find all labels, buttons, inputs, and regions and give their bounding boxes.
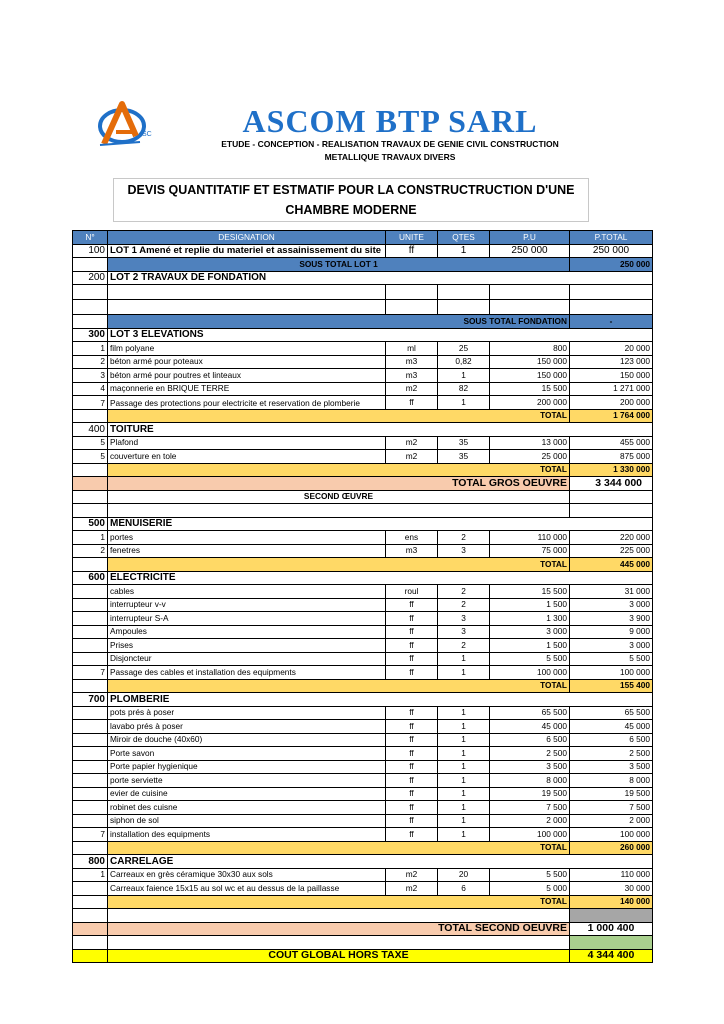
title-line-2: CHAMBRE MODERNE bbox=[285, 203, 417, 217]
row-unite: m3 bbox=[386, 544, 438, 558]
row-qte: 3 bbox=[438, 625, 490, 639]
row-pu: 13 000 bbox=[490, 436, 570, 450]
row-qte: 1 bbox=[438, 652, 490, 666]
header-ptotal: P.TOTAL bbox=[570, 231, 653, 245]
row-qte: 1 bbox=[438, 706, 490, 720]
row-designation: interrupteur v-v bbox=[108, 598, 386, 612]
row-qte: 1 bbox=[438, 760, 490, 774]
row-unite: ff bbox=[386, 828, 438, 842]
table-row bbox=[73, 625, 653, 639]
row-unite: ff bbox=[386, 720, 438, 734]
row-unite: ff bbox=[386, 814, 438, 828]
row-num bbox=[73, 733, 108, 747]
total-row bbox=[73, 463, 653, 477]
row-pu: 19 500 bbox=[490, 787, 570, 801]
row-unite: ff bbox=[386, 598, 438, 612]
row-designation: robinet des cuisne bbox=[108, 801, 386, 815]
row-total: 100 000 bbox=[570, 666, 653, 680]
tagline-line-2: METALLIQUE TRAVAUX DIVERS bbox=[324, 152, 456, 162]
lot-heading-row bbox=[73, 423, 653, 437]
row-designation: couverture en tole bbox=[108, 450, 386, 464]
cell-empty bbox=[73, 679, 108, 693]
row-designation: Porte savon bbox=[108, 747, 386, 761]
row-designation: portes bbox=[108, 531, 386, 545]
table-row bbox=[73, 342, 653, 356]
row-total: 2 000 bbox=[570, 814, 653, 828]
header-unite: UNITE bbox=[386, 231, 438, 245]
lot-heading-row bbox=[73, 271, 653, 285]
row-qte: 0,82 bbox=[438, 355, 490, 369]
row-qte: 82 bbox=[438, 382, 490, 396]
row-designation: film polyane bbox=[108, 342, 386, 356]
row-num bbox=[73, 639, 108, 653]
logo-text: SC bbox=[142, 131, 152, 138]
row-pu: 110 000 bbox=[490, 531, 570, 545]
row-pu: 150 000 bbox=[490, 369, 570, 383]
table-row bbox=[73, 612, 653, 626]
row-designation: lavabo prés à poser bbox=[108, 720, 386, 734]
row-unite: roul bbox=[386, 585, 438, 599]
row-unite: ff bbox=[386, 747, 438, 761]
second-oeuvre-value: 1 000 400 bbox=[570, 922, 653, 936]
gros-oeuvre-label: TOTAL GROS OEUVRE bbox=[108, 477, 570, 491]
row-total: 110 000 bbox=[570, 868, 653, 882]
row-pu: 800 bbox=[490, 342, 570, 356]
row-pu: 1 500 bbox=[490, 598, 570, 612]
row-qte: 35 bbox=[438, 436, 490, 450]
total-value: 140 000 bbox=[570, 895, 653, 909]
row-num: 5 bbox=[73, 450, 108, 464]
row-unite: ff bbox=[386, 801, 438, 815]
lot-heading-row bbox=[73, 517, 653, 531]
row-unite: m3 bbox=[386, 355, 438, 369]
row-designation: installation des equipments bbox=[108, 828, 386, 842]
second-oeuvre-row bbox=[73, 922, 653, 936]
row-qte: 1 bbox=[438, 244, 490, 258]
row-designation: Prises bbox=[108, 639, 386, 653]
total-label: TOTAL bbox=[108, 558, 570, 572]
company-tagline bbox=[200, 138, 580, 164]
row-unite: ff bbox=[386, 787, 438, 801]
row-pu: 3 500 bbox=[490, 760, 570, 774]
row-designation: maçonnerie en BRIQUE TERRE bbox=[108, 382, 386, 396]
total-value: 155 400 bbox=[570, 679, 653, 693]
row-total: 9 000 bbox=[570, 625, 653, 639]
total-label: TOTAL bbox=[108, 841, 570, 855]
table-header bbox=[73, 231, 653, 245]
row-designation: Disjoncteur bbox=[108, 652, 386, 666]
table-row bbox=[73, 666, 653, 680]
table-row bbox=[73, 598, 653, 612]
cell-empty bbox=[73, 409, 108, 423]
row-pu: 2 000 bbox=[490, 814, 570, 828]
lot-title: ELECTRICITE bbox=[108, 571, 653, 585]
row-pu: 15 500 bbox=[490, 382, 570, 396]
row-qte: 1 bbox=[438, 369, 490, 383]
row-qte: 1 bbox=[438, 787, 490, 801]
lot-heading-row bbox=[73, 693, 653, 707]
row-num bbox=[73, 814, 108, 828]
row-qte: 3 bbox=[438, 544, 490, 558]
row-num: 1 bbox=[73, 868, 108, 882]
row-total: 19 500 bbox=[570, 787, 653, 801]
table-row bbox=[73, 244, 653, 258]
lot-heading-row bbox=[73, 571, 653, 585]
cell-empty bbox=[73, 895, 108, 909]
row-total: 3 900 bbox=[570, 612, 653, 626]
row-unite: ff bbox=[386, 625, 438, 639]
row-total: 6 500 bbox=[570, 733, 653, 747]
row-unite: ff bbox=[386, 733, 438, 747]
total-value: 260 000 bbox=[570, 841, 653, 855]
row-num bbox=[73, 787, 108, 801]
total-row bbox=[73, 895, 653, 909]
row-designation: siphon de sol bbox=[108, 814, 386, 828]
row-pu: 5 500 bbox=[490, 652, 570, 666]
row-pu: 15 500 bbox=[490, 585, 570, 599]
header-qtes: QTES bbox=[438, 231, 490, 245]
table-row bbox=[73, 436, 653, 450]
empty-row bbox=[73, 300, 653, 315]
total-row bbox=[73, 679, 653, 693]
second-oeuvre-heading: SECOND ŒUVRE bbox=[108, 490, 570, 504]
row-qte: 1 bbox=[438, 666, 490, 680]
empty-row bbox=[73, 504, 653, 518]
row-designation: porte serviette bbox=[108, 774, 386, 788]
lot-title: TOITURE bbox=[108, 423, 653, 437]
row-total: 123 000 bbox=[570, 355, 653, 369]
row-num: 5 bbox=[73, 436, 108, 450]
row-designation: Carreaux faience 15x15 au sol wc et au dessus de la paillasse bbox=[108, 882, 386, 896]
row-total: 20 000 bbox=[570, 342, 653, 356]
row-pu: 3 000 bbox=[490, 625, 570, 639]
row-designation: Miroir de douche (40x60) bbox=[108, 733, 386, 747]
row-designation: evier de cuisine bbox=[108, 787, 386, 801]
cell-empty bbox=[73, 841, 108, 855]
row-unite: m2 bbox=[386, 882, 438, 896]
row-unite: m2 bbox=[386, 868, 438, 882]
header-designation: DESIGNATION bbox=[108, 231, 386, 245]
second-oeuvre-label: TOTAL SECOND OEUVRE bbox=[108, 922, 570, 936]
row-unite: m2 bbox=[386, 436, 438, 450]
cell-empty bbox=[73, 463, 108, 477]
cell-empty bbox=[73, 477, 108, 491]
row-num bbox=[73, 882, 108, 896]
row-designation: interrupteur S-A bbox=[108, 612, 386, 626]
row-num: 2 bbox=[73, 355, 108, 369]
row-num bbox=[73, 747, 108, 761]
table-row bbox=[73, 733, 653, 747]
row-pu: 2 500 bbox=[490, 747, 570, 761]
row-num bbox=[73, 585, 108, 599]
row-qte: 35 bbox=[438, 450, 490, 464]
row-designation: pots prés à poser bbox=[108, 706, 386, 720]
table-row bbox=[73, 355, 653, 369]
row-pu: 250 000 bbox=[490, 244, 570, 258]
row-qte: 25 bbox=[438, 342, 490, 356]
row-unite: ff bbox=[386, 244, 438, 258]
row-total: 150 000 bbox=[570, 369, 653, 383]
row-qte: 1 bbox=[438, 828, 490, 842]
row-num bbox=[73, 652, 108, 666]
cell-empty bbox=[73, 949, 108, 963]
row-qte: 1 bbox=[438, 774, 490, 788]
lot-heading-row bbox=[73, 855, 653, 869]
global-total-row bbox=[73, 949, 653, 963]
subtotal-value: 250 000 bbox=[570, 258, 653, 272]
row-pu: 5 500 bbox=[490, 868, 570, 882]
gros-oeuvre-row bbox=[73, 477, 653, 491]
row-total: 220 000 bbox=[570, 531, 653, 545]
row-qte: 20 bbox=[438, 868, 490, 882]
total-label: TOTAL bbox=[108, 679, 570, 693]
document-title bbox=[113, 178, 589, 222]
row-num bbox=[73, 612, 108, 626]
row-qte: 1 bbox=[438, 396, 490, 410]
row-designation: Carreaux en grès céramique 30x30 aux sols bbox=[108, 868, 386, 882]
gros-oeuvre-value: 3 344 000 bbox=[570, 477, 653, 491]
table-row bbox=[73, 450, 653, 464]
empty-row bbox=[73, 909, 653, 923]
row-qte: 3 bbox=[438, 612, 490, 626]
lot-title: PLOMBERIE bbox=[108, 693, 653, 707]
row-qte: 6 bbox=[438, 882, 490, 896]
table-row bbox=[73, 531, 653, 545]
row-num bbox=[73, 706, 108, 720]
section-heading-row bbox=[73, 490, 653, 504]
subtotal-label: SOUS TOTAL LOT 1 bbox=[108, 258, 570, 272]
header-pu: P.U bbox=[490, 231, 570, 245]
row-total: 3 000 bbox=[570, 639, 653, 653]
company-name: ASCOM BTP SARL bbox=[242, 103, 538, 139]
row-pu: 75 000 bbox=[490, 544, 570, 558]
cell-empty bbox=[73, 922, 108, 936]
row-designation: Passage des cables et installation des equipments bbox=[108, 666, 386, 680]
total-row bbox=[73, 558, 653, 572]
company-logo bbox=[96, 96, 158, 148]
row-total: 1 271 000 bbox=[570, 382, 653, 396]
table-row bbox=[73, 760, 653, 774]
row-pu: 25 000 bbox=[490, 450, 570, 464]
row-unite: m3 bbox=[386, 369, 438, 383]
row-num bbox=[73, 598, 108, 612]
lot-num: 400 bbox=[73, 423, 108, 437]
row-unite: ff bbox=[386, 612, 438, 626]
total-label: TOTAL bbox=[108, 895, 570, 909]
subtotal-row bbox=[73, 315, 653, 329]
row-num: 7 bbox=[73, 828, 108, 842]
table-row bbox=[73, 882, 653, 896]
row-unite: ff bbox=[386, 760, 438, 774]
row-unite: ff bbox=[386, 639, 438, 653]
row-total: 45 000 bbox=[570, 720, 653, 734]
row-unite: ff bbox=[386, 652, 438, 666]
row-num: 1 bbox=[73, 342, 108, 356]
row-total: 225 000 bbox=[570, 544, 653, 558]
table-row bbox=[73, 814, 653, 828]
cell-empty bbox=[73, 490, 108, 504]
row-pu: 200 000 bbox=[490, 396, 570, 410]
title-line-1: DEVIS QUANTITATIF ET ESTMATIF POUR LA CONSTRUCTRUCTION D'UNE bbox=[127, 183, 575, 197]
lot-num: 700 bbox=[73, 693, 108, 707]
lot-title: LOT 2 TRAVAUX DE FONDATION bbox=[108, 271, 653, 285]
row-num: 4 bbox=[73, 382, 108, 396]
table-row bbox=[73, 720, 653, 734]
row-total: 31 000 bbox=[570, 585, 653, 599]
cell-empty bbox=[73, 315, 108, 329]
row-total: 5 500 bbox=[570, 652, 653, 666]
row-unite: ff bbox=[386, 666, 438, 680]
row-pu: 8 000 bbox=[490, 774, 570, 788]
table-row bbox=[73, 639, 653, 653]
row-total: 3 500 bbox=[570, 760, 653, 774]
tagline-line-1: ETUDE - CONCEPTION - REALISATION TRAVAUX DE GENIE CIVIL CONSTRUCTION bbox=[221, 139, 559, 149]
row-num: 7 bbox=[73, 666, 108, 680]
row-pu: 150 000 bbox=[490, 355, 570, 369]
row-num: 1 bbox=[73, 531, 108, 545]
subtotal-value: - bbox=[570, 315, 653, 329]
row-unite: ff bbox=[386, 774, 438, 788]
table-row bbox=[73, 774, 653, 788]
row-total: 8 000 bbox=[570, 774, 653, 788]
row-pu: 7 500 bbox=[490, 801, 570, 815]
row-num bbox=[73, 720, 108, 734]
row-designation: béton armé pour poteaux bbox=[108, 355, 386, 369]
cell-empty bbox=[73, 258, 108, 272]
row-total: 250 000 bbox=[570, 244, 653, 258]
row-pu: 5 000 bbox=[490, 882, 570, 896]
total-row bbox=[73, 409, 653, 423]
row-pu: 6 500 bbox=[490, 733, 570, 747]
row-total: 65 500 bbox=[570, 706, 653, 720]
row-designation: Passage des protections pour electricite et reservation de plomberie bbox=[108, 396, 386, 410]
row-total: 30 000 bbox=[570, 882, 653, 896]
header-num: N° bbox=[73, 231, 108, 245]
row-num: 7 bbox=[73, 396, 108, 410]
quote-table bbox=[72, 230, 653, 963]
row-unite: ens bbox=[386, 531, 438, 545]
row-designation: LOT 1 Amené et replie du materiel et assainissement du site bbox=[108, 244, 386, 258]
row-pu: 65 500 bbox=[490, 706, 570, 720]
table-row bbox=[73, 868, 653, 882]
row-unite: m2 bbox=[386, 450, 438, 464]
row-qte: 2 bbox=[438, 585, 490, 599]
row-designation: Plafond bbox=[108, 436, 386, 450]
row-designation: Porte papier hygienique bbox=[108, 760, 386, 774]
subtotal-label: SOUS TOTAL FONDATION bbox=[108, 315, 570, 329]
table-row bbox=[73, 544, 653, 558]
row-unite: ff bbox=[386, 396, 438, 410]
global-total-label: COUT GLOBAL HORS TAXE bbox=[108, 949, 570, 963]
lot-heading-row bbox=[73, 328, 653, 342]
table-row bbox=[73, 828, 653, 842]
row-unite: ml bbox=[386, 342, 438, 356]
row-num bbox=[73, 774, 108, 788]
row-num bbox=[73, 625, 108, 639]
table-row bbox=[73, 369, 653, 383]
row-num bbox=[73, 801, 108, 815]
row-total: 7 500 bbox=[570, 801, 653, 815]
table-row bbox=[73, 652, 653, 666]
row-designation: cables bbox=[108, 585, 386, 599]
row-unite: m2 bbox=[386, 382, 438, 396]
row-total: 455 000 bbox=[570, 436, 653, 450]
row-qte: 1 bbox=[438, 814, 490, 828]
row-qte: 2 bbox=[438, 598, 490, 612]
row-designation: Ampoules bbox=[108, 625, 386, 639]
row-qte: 2 bbox=[438, 531, 490, 545]
row-designation: béton armé pour poutres et linteaux bbox=[108, 369, 386, 383]
row-total: 875 000 bbox=[570, 450, 653, 464]
row-pu: 100 000 bbox=[490, 828, 570, 842]
empty-row bbox=[73, 285, 653, 300]
cell-empty bbox=[73, 558, 108, 572]
lot-num: 600 bbox=[73, 571, 108, 585]
row-total: 3 000 bbox=[570, 598, 653, 612]
table-row bbox=[73, 396, 653, 410]
table-row bbox=[73, 382, 653, 396]
lot-num: 200 bbox=[73, 271, 108, 285]
table-row bbox=[73, 706, 653, 720]
lot-num: 300 bbox=[73, 328, 108, 342]
row-num: 100 bbox=[73, 244, 108, 258]
global-total-value: 4 344 400 bbox=[570, 949, 653, 963]
row-qte: 1 bbox=[438, 720, 490, 734]
row-qte: 1 bbox=[438, 801, 490, 815]
table-row bbox=[73, 787, 653, 801]
row-designation: fenetres bbox=[108, 544, 386, 558]
row-num: 2 bbox=[73, 544, 108, 558]
lot-num: 800 bbox=[73, 855, 108, 869]
row-qte: 1 bbox=[438, 747, 490, 761]
row-num: 3 bbox=[73, 369, 108, 383]
subtotal-row bbox=[73, 258, 653, 272]
row-qte: 2 bbox=[438, 639, 490, 653]
total-value: 1 764 000 bbox=[570, 409, 653, 423]
table-row bbox=[73, 801, 653, 815]
total-value: 445 000 bbox=[570, 558, 653, 572]
total-label: TOTAL bbox=[108, 463, 570, 477]
total-value: 1 330 000 bbox=[570, 463, 653, 477]
row-num bbox=[73, 760, 108, 774]
row-total: 2 500 bbox=[570, 747, 653, 761]
row-pu: 1 300 bbox=[490, 612, 570, 626]
row-total: 200 000 bbox=[570, 396, 653, 410]
cell-empty bbox=[570, 490, 653, 504]
table-row bbox=[73, 585, 653, 599]
row-pu: 100 000 bbox=[490, 666, 570, 680]
lot-title: LOT 3 ELEVATIONS bbox=[108, 328, 653, 342]
row-qte: 1 bbox=[438, 733, 490, 747]
row-pu: 45 000 bbox=[490, 720, 570, 734]
empty-row bbox=[73, 936, 653, 950]
lot-num: 500 bbox=[73, 517, 108, 531]
total-label: TOTAL bbox=[108, 409, 570, 423]
lot-title: CARRELAGE bbox=[108, 855, 653, 869]
lot-title: MENUISERIE bbox=[108, 517, 653, 531]
row-pu: 1 500 bbox=[490, 639, 570, 653]
table-row bbox=[73, 747, 653, 761]
row-total: 100 000 bbox=[570, 828, 653, 842]
row-unite: ff bbox=[386, 706, 438, 720]
total-row bbox=[73, 841, 653, 855]
